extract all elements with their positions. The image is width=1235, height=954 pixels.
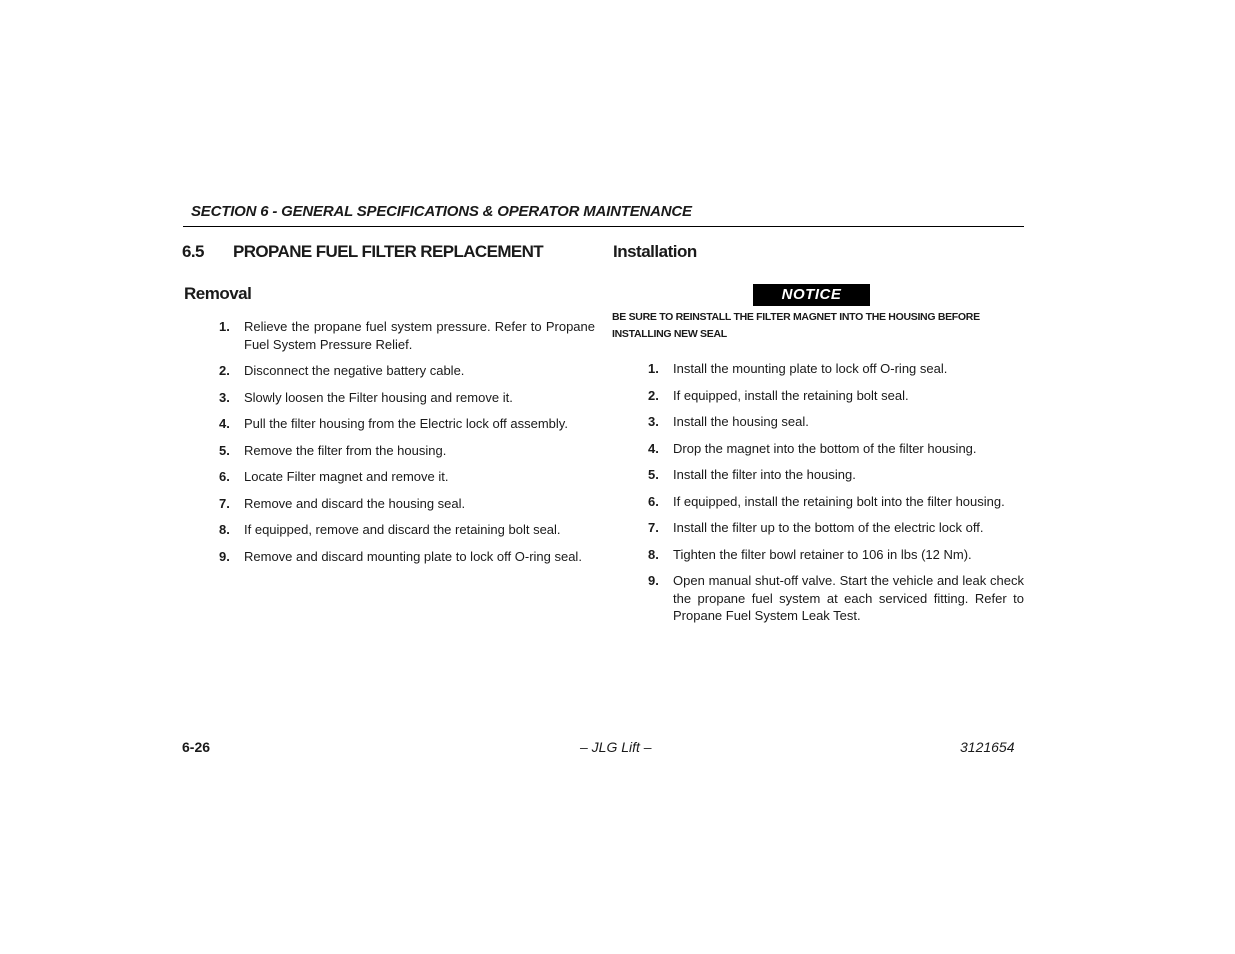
installation-heading: Installation — [613, 242, 697, 261]
step-number: 2. — [219, 363, 230, 378]
section-header: SECTION 6 - GENERAL SPECIFICATIONS & OPERATOR MAINTENANCE — [191, 203, 692, 220]
step-item — [648, 519, 1024, 537]
step-text: If equipped, install the retaining bolt into the filter housing. — [673, 493, 1005, 509]
step-item — [648, 413, 1024, 431]
step-item — [648, 440, 1024, 458]
step-number: 7. — [648, 520, 659, 535]
page-number: 6-26 — [182, 739, 211, 755]
step-item — [648, 546, 1024, 564]
step-text: Pull the filter housing from the Electric lock off assembly. — [244, 416, 568, 431]
doc-number: 3121654 — [960, 739, 1015, 755]
step-item — [219, 495, 595, 513]
step-text: Install the filter up to the bottom of the electric lock off. — [673, 520, 984, 535]
step-number: 3. — [648, 414, 659, 429]
step-number: 1. — [648, 361, 659, 376]
main-heading-title: PROPANE FUEL FILTER REPLACEMENT — [233, 242, 544, 261]
step-item — [219, 521, 595, 539]
step-number: 3. — [219, 389, 230, 405]
step-item — [219, 468, 595, 486]
step-text: Remove and discard mounting plate to lock off O-ring seal. — [244, 548, 582, 564]
step-text: Install the mounting plate to lock off O-ring seal. — [673, 361, 948, 376]
notice-badge: NOTICE — [753, 284, 870, 306]
step-number: 5. — [219, 442, 230, 458]
step-text: Locate Filter magnet and remove it. — [244, 469, 449, 484]
step-item — [219, 415, 595, 433]
step-text: If equipped, install the retaining bolt seal. — [673, 387, 909, 403]
step-text: Relieve the propane fuel system pressure. Refer to Propane Fuel System Pressure Relief. — [244, 319, 595, 352]
notice-text: BE SURE TO REINSTALL THE FILTER MAGNET INTO THE HOUSING BEFORE INSTALLING NEW SEAL — [612, 311, 980, 340]
step-number: 9. — [648, 573, 659, 588]
step-number: 8. — [648, 546, 659, 562]
step-item — [648, 493, 1024, 511]
step-number: 5. — [648, 467, 659, 482]
step-text: Tighten the filter bowl retainer to 106 in lbs (12 Nm). — [673, 546, 972, 562]
footer-center: – JLG Lift – — [580, 739, 652, 755]
step-text: Install the filter into the housing. — [673, 467, 856, 482]
step-item — [648, 466, 1024, 484]
step-number: 9. — [219, 548, 230, 564]
removal-steps — [219, 318, 595, 565]
header-rule — [183, 226, 1024, 227]
step-item — [219, 318, 595, 353]
main-heading — [182, 242, 543, 262]
main-heading-number: 6.5 — [182, 242, 204, 261]
step-text: Install the housing seal. — [673, 414, 809, 429]
step-item — [648, 387, 1024, 405]
removal-heading: Removal — [184, 284, 252, 303]
step-number: 4. — [648, 440, 659, 456]
step-item — [219, 442, 595, 460]
step-item — [219, 548, 595, 566]
step-number: 8. — [219, 522, 230, 537]
step-number: 2. — [648, 387, 659, 403]
step-number: 6. — [648, 493, 659, 509]
step-item — [648, 572, 1024, 625]
step-number: 1. — [219, 319, 230, 334]
step-text: Remove the filter from the housing. — [244, 442, 447, 458]
step-item — [219, 389, 595, 407]
step-text: Disconnect the negative battery cable. — [244, 363, 465, 378]
step-text: Slowly loosen the Filter housing and remove it. — [244, 389, 513, 405]
step-number: 4. — [219, 416, 230, 431]
step-number: 7. — [219, 495, 230, 511]
step-item — [219, 362, 595, 380]
step-item — [648, 360, 1024, 378]
step-text: Open manual shut-off valve. Start the vehicle and leak check the propane fuel system at each serviced fitting. Refer to Propane Fuel System Leak Test. — [673, 573, 1024, 623]
step-text: If equipped, remove and discard the retaining bolt seal. — [244, 522, 561, 537]
installation-steps — [648, 360, 1024, 625]
step-text: Remove and discard the housing seal. — [244, 495, 466, 511]
step-number: 6. — [219, 469, 230, 484]
step-text: Drop the magnet into the bottom of the filter housing. — [673, 440, 977, 456]
